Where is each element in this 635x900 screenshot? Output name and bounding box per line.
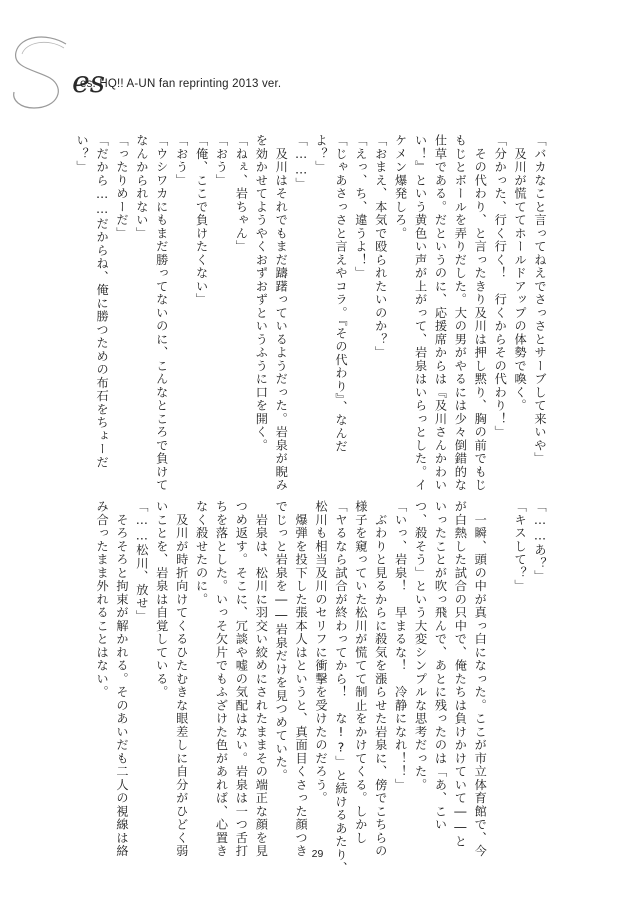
text-line: 「……」 <box>294 134 309 191</box>
upper-text-block <box>71 134 549 492</box>
text-line: ぶわりと見るからに殺気を漲らせた岩泉に、傍でこちらの <box>373 500 388 858</box>
text-line: 様子を窺っていた松川が慌てて制止をかけてくる。しかし <box>353 500 368 845</box>
text-line: いことを、岩泉は自覚している。 <box>154 500 169 699</box>
text-line: い！』という黄色い声が上がって、岩泉はいらっとした。イ <box>413 134 428 492</box>
text-line: が白熱した試合の只中で、俺たちは負けかけていて――と <box>453 500 468 849</box>
text-line: 仕草である。だというのに、応援席からは『及川さんかわい <box>433 134 448 492</box>
text-line: 「ったりめーだ」 <box>114 134 129 240</box>
text-line: 爆弾を投下した張本人はというと、真面目くさった顔つき <box>294 500 309 858</box>
text-line: 「いっ、岩泉！ 早まるな！ 冷静になれ！！」 <box>393 500 408 792</box>
text-line: 「ねぇ、岩ちゃん」 <box>234 134 249 254</box>
text-line: 「おう」 <box>174 134 189 187</box>
text-line: なんかられない」 <box>134 134 149 240</box>
text-line: よ？」 <box>314 134 329 174</box>
text-line: い？」 <box>75 134 90 174</box>
text-line: 「えっ、ち、違うよ！」 <box>353 134 368 280</box>
text-line: 「分かった、行く行く！ 行くからその代わり！」 <box>493 134 508 439</box>
text-line: つ、殺そう」という大変シンプルな思考だった。 <box>413 500 428 792</box>
text-line: その代わり、と言ったきり及川は押し黙り、胸の前でもじ <box>473 134 488 492</box>
text-line: いったことが吹っ飛んで、あとに残ったのは「あ、こい <box>433 500 448 832</box>
text-line: 「だから……だからね、俺に勝つための布石をちょーだ <box>95 134 110 469</box>
text-line: 及川はそれでもまだ躊躇っているようだった。岩泉が睨み <box>274 134 289 492</box>
text-line: 「俺、ここで負けたくない」 <box>194 134 209 307</box>
text-line: み合ったまま外れることはない。 <box>95 500 110 699</box>
text-line: 松川も相当及川のセリフに衝撃を受けたのだろう。 <box>314 500 329 805</box>
text-line: を効かせてようやくおずおずというふうに口を開く。 <box>254 134 269 452</box>
text-line: 「おう」 <box>214 134 229 187</box>
text-line: 及川が慌ててホールドアップの体勢で喚く。 <box>513 134 528 413</box>
logo-letters: es <box>72 65 106 100</box>
text-line: 岩泉は、松川に羽交い絞めにされたままその端正な顔を見 <box>254 500 269 858</box>
text-line: なく殺せたのに。 <box>194 500 209 606</box>
header-subtitle: es: HQ!! A-UN fan reprinting 2013 ver. <box>80 78 282 90</box>
text-line: 「……あ？」 <box>533 500 547 584</box>
text-line: もじとボールを弄りだした。大の男がやるには少々倒錯的な <box>453 134 468 492</box>
text-line: でじっと岩泉を――岩泉だけを見つめていた。 <box>274 500 289 782</box>
script-s-logo-graphic <box>6 26 156 116</box>
text-line: 「バカなこと言ってねえでさっさとサーブして来いや」 <box>533 134 547 466</box>
text-line: ケメン爆発しろ。 <box>393 134 408 240</box>
text-line: 「キスして？」 <box>513 500 528 593</box>
page-number: 29 <box>311 848 324 860</box>
text-line: 「……松川、放せ」 <box>134 500 149 623</box>
text-line: 「ヤるなら試合が終わってから！ な!?」と続けるあたり、 <box>333 500 348 875</box>
text-line: 及川が時折向けてくるひたむきな眼差しに自分がひどく弱 <box>174 500 189 858</box>
text-line: 「ウシワカにもまだ勝ってないのに、こんなところで負けて <box>154 134 169 492</box>
text-line: 「おまえ、本気で殴られたいのか？」 <box>373 134 388 360</box>
text-line: そろそろと拘束が解かれる。そのあいだも二人の視線は絡 <box>114 500 129 858</box>
text-line: 「じゃあさっさと言えやコラ。『その代わり』、なんだ <box>333 134 348 454</box>
text-line <box>489 500 509 830</box>
text-line: つめ返す。そこに、冗談や嘘の気配はない。岩泉は一つ舌打 <box>234 500 249 858</box>
text-line: 一瞬、頭の中が真っ白になった。ここが市立体育館で、今 <box>473 500 488 858</box>
text-line: ちを落とした。いっそ欠片でもふざけた色があれば、心置き <box>214 500 229 858</box>
header-logo <box>6 26 156 116</box>
